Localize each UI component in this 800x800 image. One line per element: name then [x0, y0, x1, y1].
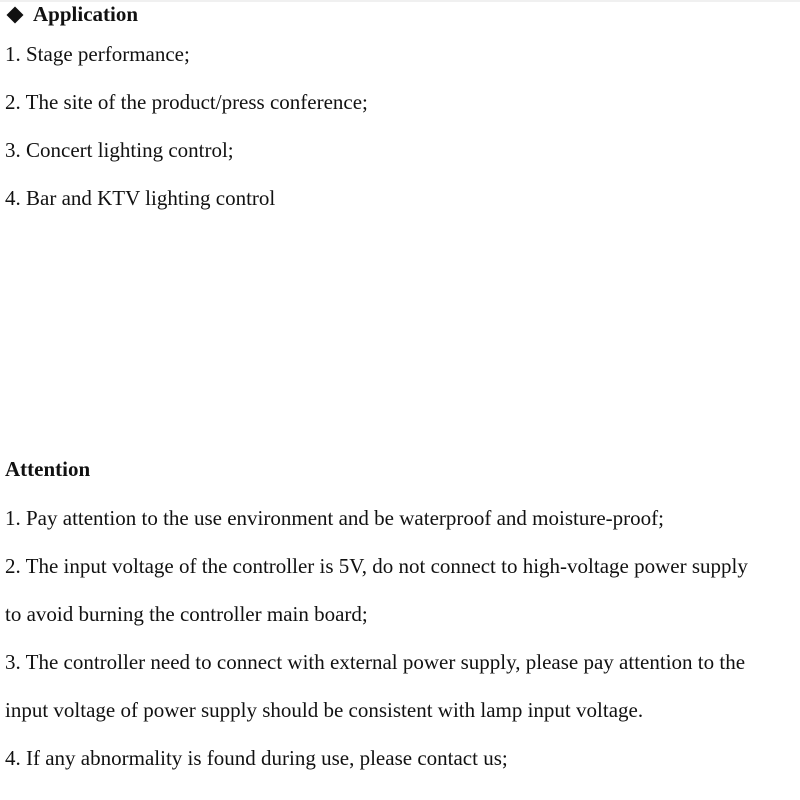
attention-line: 1. Pay attention to the use environment and be waterproof and moisture-proof; — [5, 506, 664, 530]
attention-line: 4. If any abnormality is found during use, please contact us; — [5, 746, 508, 770]
attention-line: 3. The controller need to connect with external power supply, please pay attention to the — [5, 650, 746, 674]
attention-line: 2. The input voltage of the controller is 5V, do not connect to high-voltage power supply — [5, 554, 748, 578]
attention-line: input voltage of power supply should be consistent with lamp input voltage. — [5, 698, 644, 722]
application-heading — [5, 0, 138, 28]
application-item: 3. Concert lighting control; — [5, 138, 234, 162]
application-item: 1. Stage performance; — [5, 42, 190, 66]
application-item: 4. Bar and KTV lighting control — [5, 186, 276, 210]
attention-line: to avoid burning the controller main board; — [5, 602, 368, 626]
attention-heading: Attention — [5, 457, 91, 481]
application-item: 2. The site of the product/press conference; — [5, 90, 368, 114]
diamond-bullet-icon — [7, 7, 24, 24]
application-heading-text: Application — [33, 2, 139, 26]
